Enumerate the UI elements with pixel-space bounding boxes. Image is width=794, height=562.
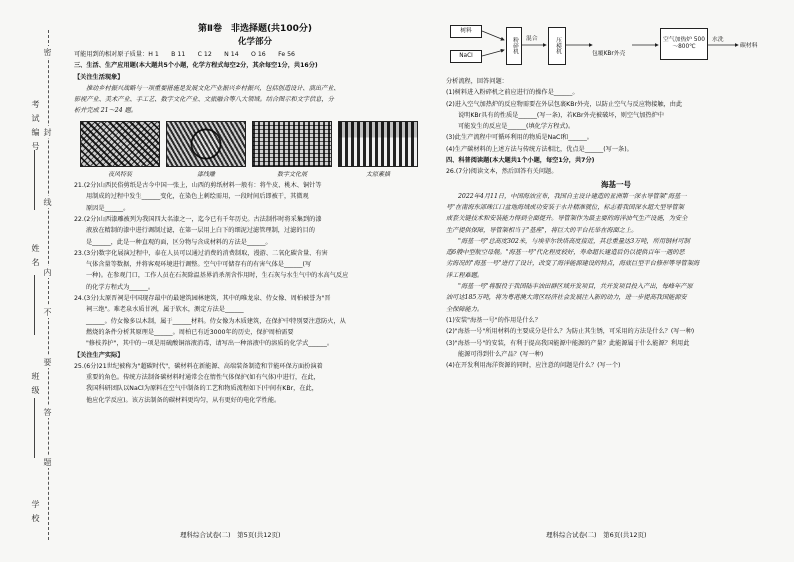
sub-question: 说明KBr具有的性质是______(写一条)，若KBr外壳被破坏，则空气加热炉中 <box>458 111 664 119</box>
question-23: 一种)。在参观门口，工作人员在石灰除温基界消杀剂含作用时，生石灰与水生气中的水高气反应 <box>86 272 349 280</box>
seal-char: 要 <box>43 358 52 366</box>
seal-char: 内 <box>43 268 52 276</box>
article-text: "海基一号"将服役于我国陆丰油田群区域开发项目，共开发项目投入产出，每峰年产原 <box>458 283 693 291</box>
seal-char: 封 <box>43 128 52 136</box>
article-title: 海基一号 <box>601 179 631 189</box>
sub-question: (1)安装"海基一号"的作用是什么？ <box>446 316 541 324</box>
press-box: 压模机 <box>548 27 566 65</box>
photo-caption: 夜风特装 <box>107 170 132 178</box>
question-23: 的化学方程式为______。 <box>86 283 155 291</box>
intro-text: 推动乡村振兴战略与一项重要措施是发展文化产业振兴乡村振兴，包括创造设计、演出产业、 <box>86 84 340 92</box>
input-nacl: NaCl <box>450 50 482 63</box>
question-22: 是______，此是一种直观的面，区分物与含成材料的方法是______。 <box>86 238 272 246</box>
seal-char: 答 <box>43 408 52 416</box>
lead-text: 分析流程，回答问题： <box>446 78 508 85</box>
question-22: 液放在精制的漆中进行调制过滤，在第一层用上白下的细泥过滤管理制，过滤的目的 <box>86 227 315 235</box>
class-underline <box>34 398 35 458</box>
photo-caption: 数字文化展 <box>276 170 307 178</box>
intro-text: 影视产业、美术产业、手工艺、数字文化产业、文旅融合等八大领域。结合图示和文字信息，分 <box>74 96 334 104</box>
seal-char: 题 <box>43 458 52 466</box>
photo-caption: 太原素描 <box>365 170 390 178</box>
grinder-box: 粉碎机 <box>506 27 522 65</box>
question-26: 26.(7分)阅读文本，然后回答有关问题。 <box>446 168 558 176</box>
photo-paper-cut <box>80 121 160 167</box>
question-24: ______。侍女像多以木制，属于______材料。侍女像为木质建筑，在保护中特别要注意防火，从 <box>86 317 346 325</box>
question-25: 25.(6分)21世纪被称为"超碳时代"，碳材料在新能源、高端装备制造和节能环保方面扮演着 <box>74 362 323 370</box>
question-25: 重要的角色。传统方法制备碳材料时通常会在惰性气体保护(如有气体)中进行，在此， <box>86 374 320 382</box>
seal-char: 密 <box>43 48 52 56</box>
sub-question: (4)在开发利用海洋资源的同时，应注意的问题是什么？(写一个) <box>446 362 621 370</box>
photo-lacquer-carving <box>166 121 246 167</box>
carbon-material-label: 碳材料 <box>740 43 758 49</box>
photo-row <box>80 121 436 167</box>
page-footer: 理科综合试卷(二) 第6页(共12页) <box>546 531 647 539</box>
page-5 <box>74 22 436 406</box>
question-23: 气体含量等数据，并将客观环境进行调整。空气中可储存有的有害气体是______(写 <box>86 261 312 269</box>
process-flow-diagram <box>446 22 786 72</box>
article-text: 成套关键技术和安装能力得到全面提升。导管架作为最主要的海洋油气生产设施，为安全 <box>446 215 688 223</box>
question-24: "修枝养护"，其中的一项是用硫酸铜溶液消毒，请写出一种溶液中的溶质的化学式______。 <box>86 340 334 348</box>
photo-jinci-temple <box>338 121 418 167</box>
flow-arrows <box>446 22 786 72</box>
name-underline <box>34 275 35 335</box>
article-text: "海基一号"总高度302米，与埃菲尔铁塔高度接近，其总重量达3万吨，所用钢材可制 <box>458 237 690 245</box>
question-24: 祠三绝"。难老泉水质甘冽，属于软水，测定方法是______ <box>86 306 244 314</box>
article-text: 油可达185万吨，将为粤港澳大湾区经济社会发展注入新的动力，进一步提高我国能源安 <box>446 294 687 302</box>
section-heading: 三、生活、生产应用题(本大题共5个小题，化学方程式每空2分，其余每空1分，共16分) <box>74 62 318 70</box>
sub-question: (3)"海基一号"的安装，有利于提高我国能源中能源的产量？此能源属于什么能源？利用此 <box>446 339 690 347</box>
exam-no-label: 考试编号 <box>31 100 40 156</box>
furnace-box: 空气加热炉 500～800℃ <box>660 28 708 60</box>
input-wood: 树料 <box>450 25 482 38</box>
article-text: 2022年4月11日，中国海油宣布，我国自主设计建造的亚洲第一深水导管架"海基一 <box>458 192 687 200</box>
intro-text: 析并完成 21～24 题。 <box>74 107 137 115</box>
sub-question: (4)生产碳材料的上述方法与传统方法相比，优点是______(写一条)。 <box>446 145 633 153</box>
mix-label: 混合 <box>526 36 538 42</box>
class-label: 班级 <box>31 372 40 400</box>
sub-question: (1)树料进入粉碎机之前应进行的操作是______。 <box>446 89 579 97</box>
question-24: 燃烧的条件分析其原理是______。周柏已有近3000年的历史，保护周柏需要 <box>86 328 294 336</box>
sub-question: (3)此生产流程中可循环利用的物质是NaCl和______。 <box>446 134 593 142</box>
name-label: 姓名 <box>31 244 40 272</box>
article-text: 洋工程难题。 <box>446 271 484 279</box>
article-text: 全保障能力。 <box>446 305 484 313</box>
article-text: 造6艘中型航空母舰。"海基一号"代化程度较好，寿命超长建造后仍以提供百年一遇的恶 <box>446 249 685 257</box>
question-22: 22.(2分)山西漆雕被列为我国四大名漆之一，迄今已有千年历史。古法制作时将采集到的漆 <box>74 215 322 223</box>
exam-no-underline <box>34 150 35 210</box>
page-footer: 理科综合试卷(二) 第5页(共12页) <box>180 531 281 539</box>
wash-label: 水洗 <box>712 37 724 43</box>
photo-captions <box>80 169 436 180</box>
question-21: 用制成的过程中发生______变化，在染色上刺绘需用，一段时间后即被干，其微观 <box>86 193 309 201</box>
question-25: 他应化学反应)。该方法制备的碳材料更均匀，从有更好的电化学性能。 <box>86 396 281 404</box>
sub-question: (2)"海基一号"所用材料的主要成分是什么？为防止其生锈，可采用的方法是什么？(写一种) <box>446 328 695 336</box>
part-title: 第Ⅱ卷 非选择题(共100分) <box>198 24 312 34</box>
seal-char: 线 <box>43 198 52 206</box>
article-text: 生产提供保障，导管架相当于"基座"，将巨大的平台托举在海面之上。 <box>446 226 638 234</box>
question-21: 原因是______。 <box>86 204 130 212</box>
sub-question: 能源可得到什么产品？(写一种) <box>458 350 544 358</box>
school-label: 学校 <box>31 500 40 528</box>
sub-question: (2)进入空气加热炉的反应物需要在外层包裹KBr外壳，以防止空气与反应物接触，由此 <box>446 100 683 108</box>
topic-tag: 【关注生活现象】 <box>74 73 124 81</box>
question-21: 21.(2分)山西民俗剪纸是古今中国一张上，山西的剪纸材料一般有：将牛皮、桃木、铜针等 <box>74 182 322 190</box>
binding-strip <box>0 0 62 562</box>
page-6 <box>446 22 786 371</box>
article-text: 号"在南海东部珠江口盆地海域成功安装于水井精准就位，标志着我国深水超大型导管架 <box>446 203 684 211</box>
topic-tag: 【关注生产实际】 <box>74 351 124 359</box>
question-25: 我国科研团队以NaCl为原料在空气中制备的工艺和物质流程如下(中间有KBr，在此， <box>86 385 318 393</box>
question-24: 24.(3分)太原晋祠是中国现存最中的最建筑园林建筑，其中的唯龙泉、侍女像、周柏被誉为"晋 <box>74 295 331 303</box>
photo-caption: 漆线雕 <box>196 170 215 178</box>
atomic-mass-line: 可能用到的相对原子质量：H 1 B 11 C 12 N 14 O 16 Fe 56 <box>74 51 295 58</box>
subject-title: 化学部分 <box>237 37 272 47</box>
kbr-coating-label: 包覆KBr外壳 <box>592 51 626 57</box>
section-heading: 四、科普阅读题(本大题共1个小题，每空1分，共7分) <box>446 157 595 165</box>
seal-char: 不 <box>43 308 52 316</box>
article-text: 劣海况的"海基一号"进行了设计，改变了海洋能源建设的特点，海底巨型平台修形等导管架海 <box>446 260 700 268</box>
question-23: 23.(3分)数字化展演过程中，泰在人员可以通过消费的消费制取，漫游、二氧化碳含量、有害 <box>74 249 328 257</box>
photo-digital-exhibit <box>252 121 332 167</box>
sub-question: 可能发生的反应是______(填化学方程式)。 <box>458 123 575 131</box>
